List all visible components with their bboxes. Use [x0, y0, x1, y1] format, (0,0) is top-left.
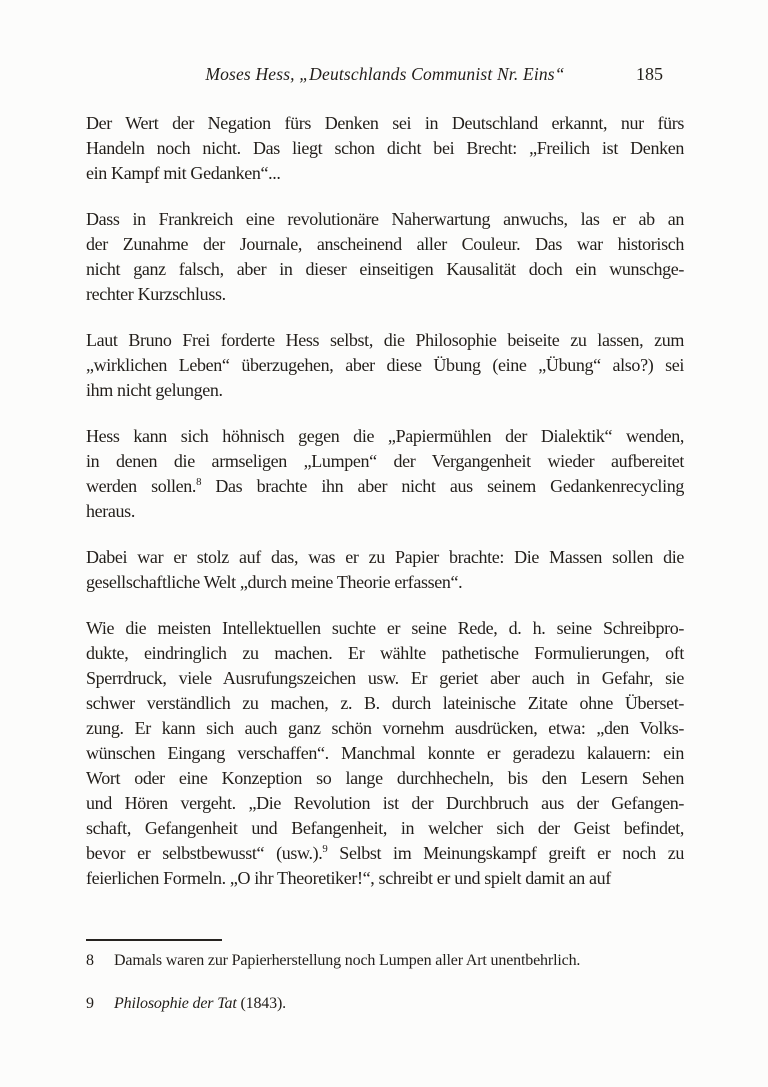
text-line: werden sollen.$^8$ Das brachte ihn aber nicht aus seinem Gedankenrecycling	[86, 476, 684, 496]
paragraph	[86, 616, 684, 891]
text-line: Handeln noch nicht. Das liegt schon dicht bei Brecht: „Freilich ist Denken	[86, 138, 684, 158]
text-line: und Hören vergeht. „Die Revolution ist der Durchbruch aus der Gefangen-	[86, 793, 684, 813]
text-line: in denen die armseligen „Lumpen“ der Vergangenheit wieder aufbereitet	[86, 451, 684, 471]
text-line: Laut Bruno Frei forderte Hess selbst, die Philosophie beiseite zu lassen, zum	[86, 330, 684, 350]
text-line: heraus.	[86, 501, 135, 521]
footnote	[86, 993, 684, 1015]
text-line: zung. Er kann sich auch ganz schön vornehm ausdrücken, etwa: „den Volks-	[86, 718, 684, 738]
text-line: wünschen Eingang verschaffen“. Manchmal konnte er geradezu kalauern: ein	[86, 743, 684, 763]
footnote-text: Damals waren zur Papierherstellung noch Lumpen aller Art unentbehrlich.	[114, 952, 581, 969]
text-line: feierlichen Formeln. „O ihr Theoretiker!“, schreibt er und spielt damit an auf	[86, 868, 611, 888]
paragraph	[86, 207, 684, 307]
text-line: „wirklichen Leben“ überzugehen, aber diese Übung (eine „Übung“ also?) sei	[86, 355, 684, 375]
paragraph	[86, 424, 684, 524]
text-line: Dabei war er stolz auf das, was er zu Papier brachte: Die Massen sollen die	[86, 547, 684, 567]
running-head: Moses Hess, „Deutschlands Communist Nr. Eins“	[205, 64, 565, 84]
text-line: ein Kampf mit Gedanken“...	[86, 163, 281, 183]
text-line: Der Wert der Negation fürs Denken sei in Deutschland erkannt, nur fürs	[86, 113, 684, 133]
footnote-text: Philosophie der Tat (1843).	[114, 995, 286, 1012]
paragraph	[86, 545, 684, 595]
running-head-row	[86, 64, 684, 90]
text-line: gesellschaftliche Welt „durch meine Theorie erfassen“.	[86, 572, 463, 592]
paragraph	[86, 328, 684, 403]
footnote	[86, 950, 684, 972]
text-line: nicht ganz falsch, aber in dieser einseitigen Kausalität doch ein wunschge-	[86, 259, 684, 279]
text-line: schwer verständlich zu machen, z. B. durch lateinische Zitate ohne Überset-	[86, 693, 684, 713]
footnote-number: 8	[86, 952, 94, 969]
text-line: dukte, eindringlich zu machen. Er wählte pathetische Formulierungen, oft	[86, 643, 684, 663]
paragraph	[86, 111, 684, 186]
text-line: Dass in Frankreich eine revolutionäre Naherwartung anwuchs, las er ab an	[86, 209, 684, 229]
footnote-number: 9	[86, 995, 94, 1012]
page-number: 185	[636, 64, 663, 84]
footnote-divider	[86, 939, 222, 941]
text-line: der Zunahme der Journale, anscheinend aller Couleur. Das war historisch	[86, 234, 684, 254]
footnote-section	[86, 939, 684, 1036]
text-line: bevor er selbstbewusst“ (usw.).$^9$ Selbst im Meinungskampf greift er noch zu	[86, 843, 684, 863]
text-line: ihm nicht gelungen.	[86, 380, 223, 400]
text-line: schaft, Gefangenheit und Befangenheit, in welcher sich der Geist befindet,	[86, 818, 684, 838]
page-body	[86, 111, 684, 891]
text-line: rechter Kurzschluss.	[86, 284, 226, 304]
text-line: Hess kann sich höhnisch gegen die „Papiermühlen der Dialektik“ wenden,	[86, 426, 684, 446]
footnote-list	[86, 950, 684, 1015]
text-line: Wie die meisten Intellektuellen suchte er seine Rede, d. h. seine Schreibpro-	[86, 618, 684, 638]
text-line: Sperrdruck, viele Ausrufungszeichen usw. Er geriet aber auch in Gefahr, sie	[86, 668, 684, 688]
text-line: Wort oder eine Konzeption so lange durchhecheln, bis den Lesern Sehen	[86, 768, 684, 788]
